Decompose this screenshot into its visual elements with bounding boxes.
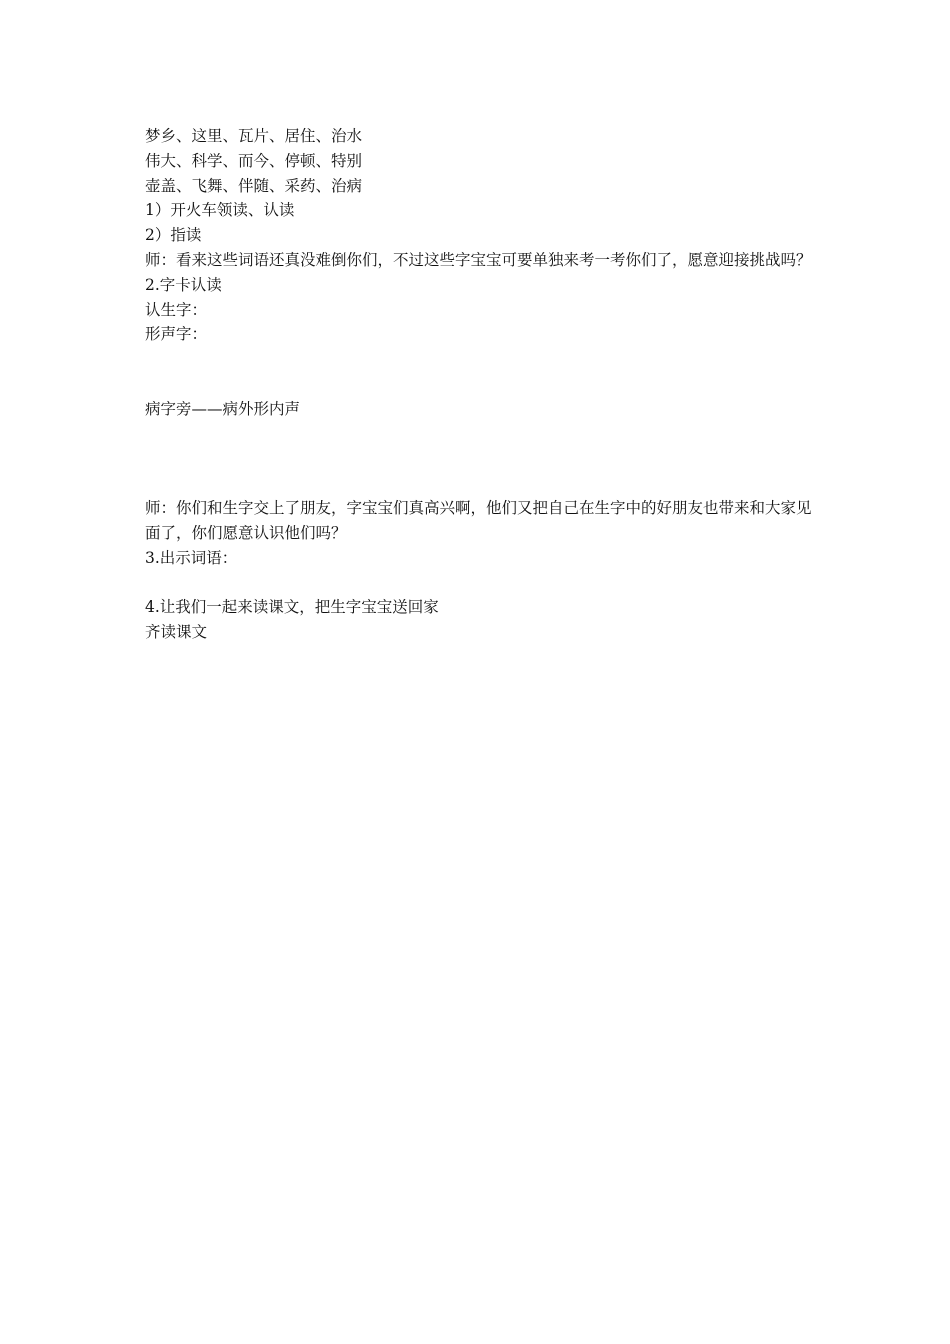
char-row-yao — [145, 372, 815, 397]
teacher-remark-1: 师：看来这些词语还真没难倒你们，不过这些字宝宝可要单独来考一考你们了，愿意迎接挑战吗？ — [145, 250, 812, 269]
radical-bing-note: 病字旁——病外形内声 — [145, 399, 301, 418]
document-page — [145, 124, 815, 645]
section-show-words: 3.出示词语： — [145, 548, 238, 567]
char-row-wei — [145, 422, 815, 447]
section-read-text: 4.让我们一起来读课文，把生字宝宝送回家 — [145, 598, 439, 617]
word-list-row-3: 壶盖、飞舞、伴随、采药、治病 — [145, 176, 363, 195]
char-row-zhi — [145, 446, 815, 471]
step-read-together: 齐读课文 — [145, 622, 208, 641]
char-row-te — [145, 471, 815, 496]
label-new-characters: 认生字： — [145, 300, 208, 319]
step-train-reading: 1）开火车领读、认读 — [145, 201, 295, 220]
word-list-row-1: 梦乡、这里、瓦片、居住、治水 — [145, 127, 363, 145]
section-card-reading: 2.字卡认读 — [145, 275, 222, 294]
label-phono-semantic: 形声字： — [145, 325, 208, 344]
step-point-reading: 2）指读 — [145, 226, 202, 245]
word-list-row-2: 伟大、科学、而今、停顿、特别 — [145, 151, 363, 170]
word-row-extra — [145, 570, 815, 595]
teacher-remark-2: 师：你们和生字交上了朋友，字宝宝们真高兴啊，他们又把自己在生字中的好朋友也带来和大家见面了，你们愿意认识他们吗？ — [145, 498, 812, 542]
char-row-dun — [145, 347, 815, 372]
